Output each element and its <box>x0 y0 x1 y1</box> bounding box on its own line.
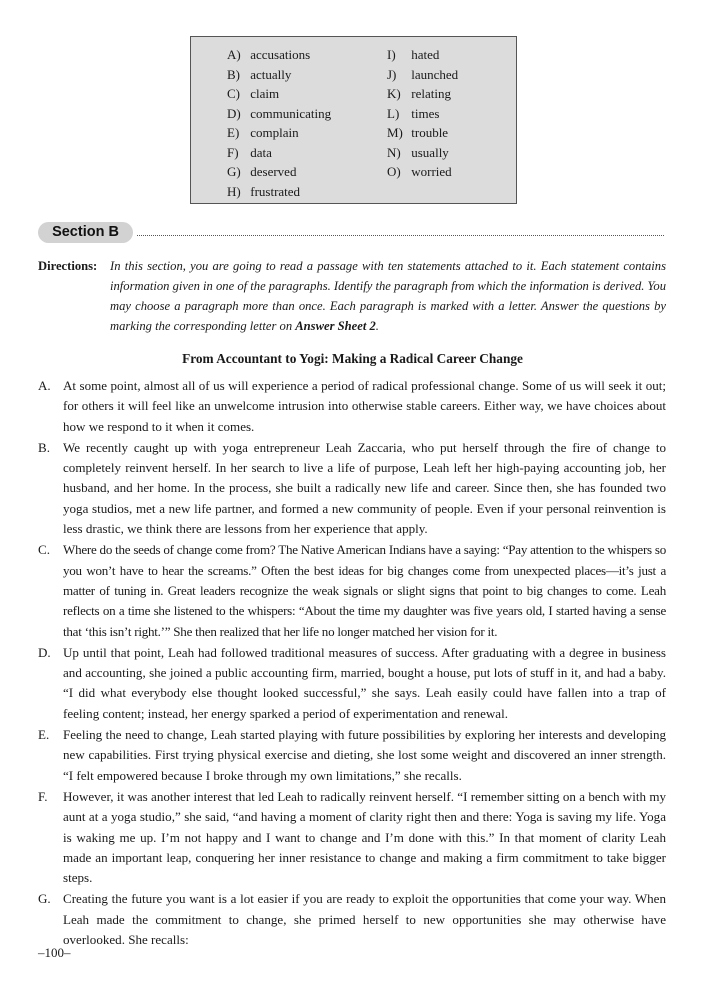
passage-title: From Accountant to Yogi: Making a Radical Career Change <box>182 351 523 366</box>
paragraph-text: Where do the seeds of change come from? The Native American Indians have a saying: “Pay attention to the whispers so you won’t have to hear the screams.” Often the best ideas for big changes come from unexpected places—it’s just a matter of tuning in. Great leaders recognize the weak signals or slight signs that point to big changes to come. Leah reflects on a time she listened to the whispers: “About the time my daughter was five years old, I started having a sense that ‘this isn’t right.’” She then realized that her life no longer matched her vision for it. <box>63 542 666 639</box>
option-word: data <box>250 144 272 160</box>
paragraph <box>38 725 666 786</box>
word-bank-item <box>227 182 331 202</box>
paragraph-text: Feeling the need to change, Leah started playing with future possibilities by exploring her interests and developing new capabilities. First trying physical exercise and dieting, she lost some weight and discovered an inner strength. “I felt empowered because I broke through my own limitations,” she recalls. <box>63 727 666 783</box>
option-word: hated <box>411 47 440 62</box>
word-bank-item <box>387 65 458 85</box>
option-word: complain <box>250 125 299 140</box>
directions-body: In this section, you are going to read a passage with ten statements attached to it. Each statement contains information given in one of the paragraphs. Identify the paragraph from which the information is derived. You may choose a paragraph more than once. Each paragraph is marked with a letter. Answer the questions by marking the corresponding letter on <box>110 259 666 333</box>
option-letter: N) <box>387 144 401 160</box>
directions-block <box>38 256 666 336</box>
paragraph-letter: A. <box>38 378 51 393</box>
paragraph-text: Up until that point, Leah had followed traditional measures of success. After graduating with a degree in business and accounting, she joined a public accounting firm, married, bought a house, put lots of stuff in it, and had a baby. “I did what everybody else thought looked successful,” she says. Leah easily could have fallen into a trap of feeling content; instead, her energy sparked a period of experimentation and renewal. <box>63 644 666 721</box>
word-bank-item <box>227 162 331 182</box>
paragraph <box>38 643 666 724</box>
word-bank-item <box>227 123 331 143</box>
option-letter: H) <box>227 183 241 199</box>
word-bank-item <box>227 45 331 65</box>
option-word: claim <box>250 86 280 101</box>
paragraph <box>38 376 666 437</box>
directions-label: Directions: <box>38 259 98 273</box>
word-bank-box <box>190 36 517 204</box>
word-bank-item <box>227 65 331 85</box>
paragraph <box>38 438 666 539</box>
passage-body <box>38 376 666 951</box>
paragraph-letter: D. <box>38 644 51 660</box>
word-bank-left-column <box>227 45 331 201</box>
directions-end: . <box>375 319 379 333</box>
paragraph-letter: F. <box>38 788 48 804</box>
option-letter: F) <box>227 144 239 160</box>
section-label: Section B <box>38 222 133 243</box>
option-letter: L) <box>387 105 400 121</box>
paragraph-letter: E. <box>38 727 50 743</box>
word-bank-item <box>227 104 331 124</box>
option-word: actually <box>250 66 292 82</box>
option-word: trouble <box>411 125 449 140</box>
answer-sheet-ref: Answer Sheet 2 <box>295 319 376 333</box>
option-letter: K) <box>387 86 401 101</box>
word-bank-item <box>387 104 458 124</box>
option-word: accusations <box>250 47 311 62</box>
word-bank-item <box>387 143 458 163</box>
word-bank-right-column <box>387 45 458 182</box>
paragraph-text: However, it was another interest that led Leah to radically reinvent herself. “I remember sitting on a bench with my aunt at a yoga studio,” she said, “and having a moment of clarity right then and there: Yoga is saving my life. Yoga is waking me up. I’m not happy and I want to change and I’m done with this.” In that moment of clarity Leah made an important leap, conquering her inner resistance to change and making a firm commitment to take bigger steps. <box>63 788 666 886</box>
option-letter: J) <box>387 66 397 82</box>
option-letter: I) <box>387 47 396 62</box>
option-letter: O) <box>387 164 401 179</box>
option-word: frustrated <box>250 183 301 199</box>
option-word: usually <box>411 144 449 160</box>
option-letter: B) <box>227 66 240 82</box>
word-bank-item <box>387 162 458 182</box>
directions-text <box>110 256 666 336</box>
option-word: worried <box>411 164 452 179</box>
paragraph <box>38 787 666 888</box>
option-word: times <box>411 105 440 121</box>
word-bank-item <box>227 143 331 163</box>
paragraph-letter: C. <box>38 542 50 558</box>
option-letter: M) <box>387 125 403 140</box>
option-word: relating <box>411 86 451 101</box>
paragraph <box>38 540 666 641</box>
paragraph-text: Creating the future you want is a lot easier if you are ready to exploit the opportunities that come your way. When Leah made the commitment to change, she primed herself to new opportunities she may otherwise have overlooked. She recalls: <box>63 891 666 948</box>
word-bank-item <box>227 84 331 104</box>
paragraph-text: We recently caught up with yoga entrepreneur Leah Zaccaria, who put herself through the fire of change to completely reinvent herself. In her search to live a life of purpose, Leah left her high-paying accounting job, her husband, and her home. In the process, she built a radically new life and career. Since then, she has founded two yoga studios, met a new life partner, and formed a new community of people. Even if your personal reinvention is less drastic, we think there are lessons from her experience that apply. <box>63 439 666 537</box>
option-letter: E) <box>227 125 240 140</box>
page-number: –100– <box>38 945 71 960</box>
option-letter: D) <box>227 105 241 121</box>
paragraph-letter: B. <box>38 439 50 455</box>
option-letter: C) <box>227 86 240 101</box>
dotted-divider <box>137 235 664 236</box>
option-letter: G) <box>227 164 241 179</box>
section-header <box>38 222 664 244</box>
paragraph-letter: G. <box>38 891 51 907</box>
option-word: deserved <box>250 164 297 179</box>
option-word: communicating <box>250 105 332 121</box>
word-bank-item <box>387 45 458 65</box>
word-bank-item <box>387 123 458 143</box>
paragraph <box>38 889 666 950</box>
paragraph-text: At some point, almost all of us will experience a period of radical professional change. Some of us will seek it out; for others it will feel like an unwelcome intrusion into otherwise stable careers. Either way, we have choices about how we respond to it when it comes. <box>63 378 666 434</box>
option-word: launched <box>411 66 459 82</box>
word-bank-item <box>387 84 458 104</box>
option-letter: A) <box>227 47 241 62</box>
